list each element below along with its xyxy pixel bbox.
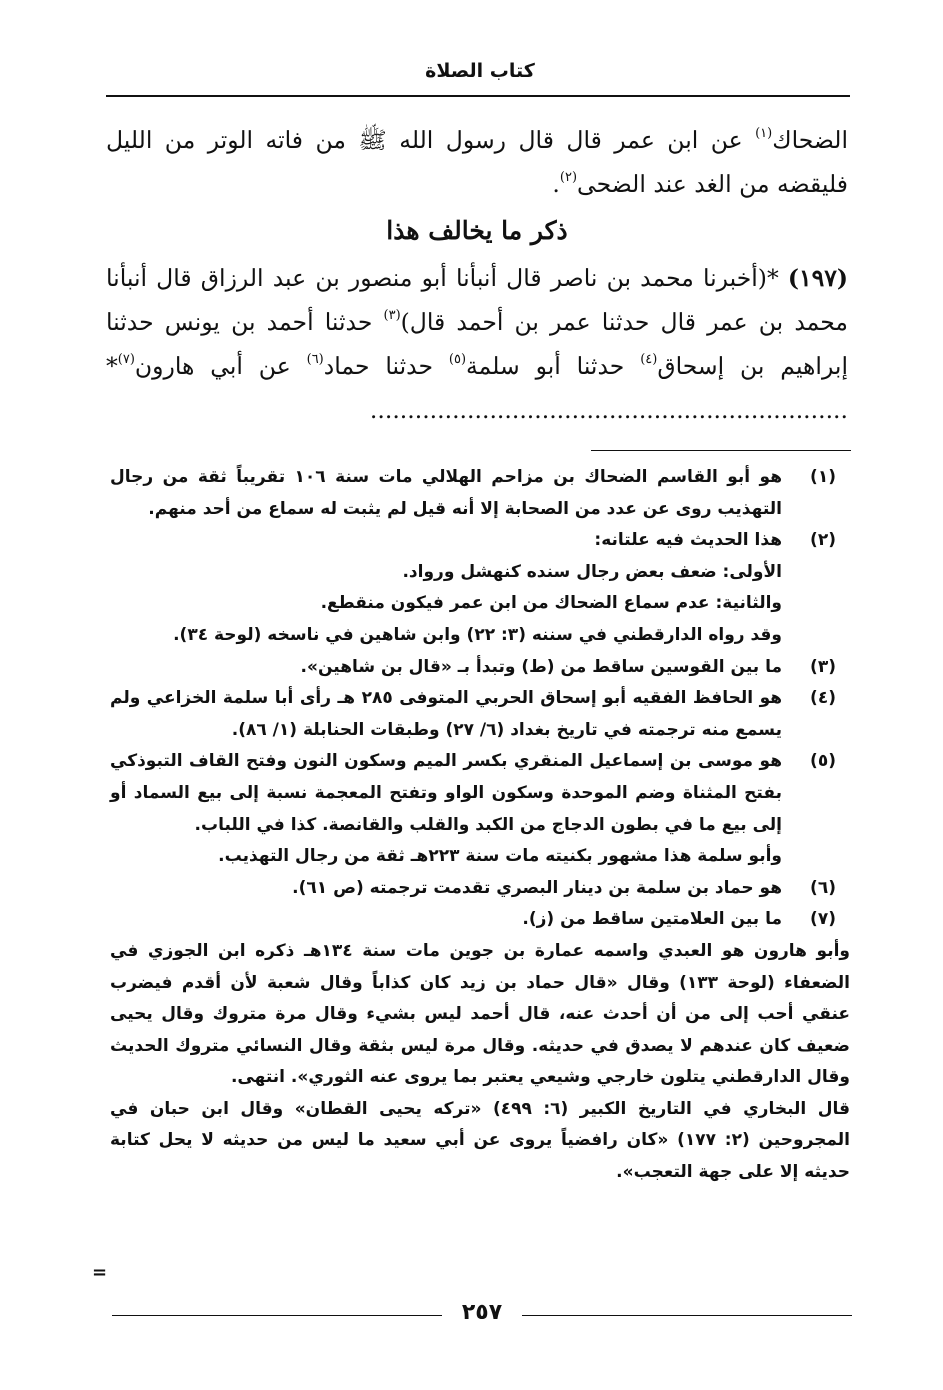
section-title: ذكر ما يخالف هذا [386,216,568,245]
footnote-ref: (٣) [383,308,401,324]
page-footer [112,1300,852,1330]
footnote-ref: (٦) [306,352,324,368]
footnote-number: (٢) [810,530,836,551]
footnote-number: (٦) [810,877,836,898]
text-run: حدثنا أحمد بن يونس حدثنا إبراهيم بن إسحاق [106,308,848,380]
text-run: . [552,170,560,198]
footnote-number: (٤) [810,688,836,709]
text-run: حدثنا أبو سلمة [466,352,641,380]
page-number: ٢٥٧ [461,1300,503,1325]
footnote-line: وقد رواه الدارقطني في سننه (٣: ٢٢) وابن شاهين في ناسخه (لوحة ٣٤). [173,624,782,645]
footnote-item [110,873,850,905]
header-rule [106,95,850,97]
footnote-line: هو أبو القاسم الضحاك بن مزاحم الهلالي مات سنة ١٠٦ تقريباً ثقة من رجال التهذيب روى عن عدد من الصحابة إلا أنه قيل لم يثبت له سماع من أحد منهم. [110,467,782,519]
footnote-item [110,462,850,525]
footnote-body [110,525,782,651]
footnote-number: (٧) [810,909,836,930]
footnote-line: هو الحافظ الفقيه أبو إسحاق الحربي المتوفى ٢٨٥ هـ رأى أبا سلمة الخزاعي ولم يسمع منه ترجمته في تاريخ بغداد (٦/ ٢٧) وطبقات الحنابلة (١/ ٨٦). [110,688,783,740]
text-run: *(أخبرنا محمد بن ناصر قال أنبأنا أبو منصور بن عبد الرزاق قال أنبأنا محمد بن عمر قال حدثنا عمر بن أحمد قال) [106,264,849,336]
footnote-body [110,904,782,936]
footer-rule-right [522,1315,852,1316]
footnote-ref: (١) [755,126,773,142]
continuation-mark: = [92,1262,108,1283]
text-run: عن ابن عمر قال قال رسول الله ﷺ من فاته الوتر من الليل فليقضه من الغد عند الضحى [106,126,848,198]
main-text [106,118,848,432]
footnote-ref: (٧) [117,352,135,368]
footnote-body [110,746,782,872]
paragraph-1 [106,118,848,206]
footnote-item [110,525,850,651]
footnote-ref: (٢) [559,170,578,186]
footnote-line: ما بين القوسين ساقط من (ط) وتبدأ بـ «قال بن شاهين». [300,656,782,677]
footnote-line: الأولى: ضعف بعض رجال سنده كنهشل ورواد. [402,561,782,582]
footnote-line: هو موسى بن إسماعيل المنقري بكسر الميم وسكون النون وفتح القاف التبوذكي بفتح المثناة وضم الموحدة وسكون الواو وتفتح المعجمة نسبة إلى بيع السماد أو إلى بيع ما في بطون الدجاج من الكبد والقلب والقانصة. كذا في اللباب. [110,751,782,835]
footnotes [110,462,850,1189]
footnote-line: هذا الحديث فيه علتانه: [594,530,782,551]
footnote-ref: (٤) [640,352,658,368]
footnote-item [110,746,850,872]
footnote-separator [591,450,851,451]
paragraph-197 [106,256,848,432]
footnote-number: (٥) [810,751,836,772]
footnote-line: والثانية: عدم سماع الضحاك من ابن عمر فيكون منقطع. [320,593,782,614]
footnote-item [110,683,850,746]
hadith-number: (١٩٧) [787,264,848,292]
footnote-item [110,904,850,936]
footnote-item [110,652,850,684]
running-title: كتاب الصلاة [425,60,535,82]
text-run: عن أبي هارون [134,352,307,380]
footer-rule-left [112,1315,442,1316]
footnote-number: (٣) [810,656,836,677]
text-run: الضحاك [772,126,848,154]
footnote-continuation: وأبو هارون هو العبدي واسمه عمارة بن جوين مات سنة ١٣٤هـ ذكره ابن الجوزي في الضعفاء (لوحة ١٣٣) وقال «قال حماد بن زيد كان كذاباً وقال شعبة لأن أقدم فيضرب عنقي أحب إلى من أن أحدث عنه، قال أحمد ليس بشيء وقال مرة متروك وقال يحيى ضعيف كان عندهم لا يصدق في حديثه. وقال مرة ليس بثقة وقال النسائي متروك الحديث وقال الدارقطني يتلون خارجي وشيعي يعتبر بما يروى عنه الثوري». انتهى. [110,940,850,1088]
dotted-leader: ................................................................ [369,396,848,424]
footnote-number: (١) [810,467,836,487]
footnote-body [110,462,782,525]
footnote-body [110,683,782,746]
footnote-line: ما بين العلامتين ساقط من (ز). [522,909,782,930]
text-run: حدثنا حماد [323,352,449,380]
footnote-line: وأبو سلمة هذا مشهور بكنيته مات سنة ٢٢٣هـ ثقة من رجال التهذيب. [218,846,782,867]
footnote-continuation: قال البخاري في التاريخ الكبير (٦: ٤٩٩) «تركه يحيى القطان» وقال ابن حبان في المجروحين (٢: ١٧٧) «كان رافضياً يروى عن أبي سعيد ما ليس من حديثه لا يحل كتابة حديثه إلا على جهة التعجب». [110,1098,851,1183]
footnote-ref: (٥) [448,352,467,368]
text-run: * [106,352,118,380]
footnote-body [110,652,782,684]
footnote-body [110,873,782,905]
footnote-line: هو حماد بن سلمة بن دينار البصري تقدمت ترجمته (ص ٦١). [292,877,782,898]
